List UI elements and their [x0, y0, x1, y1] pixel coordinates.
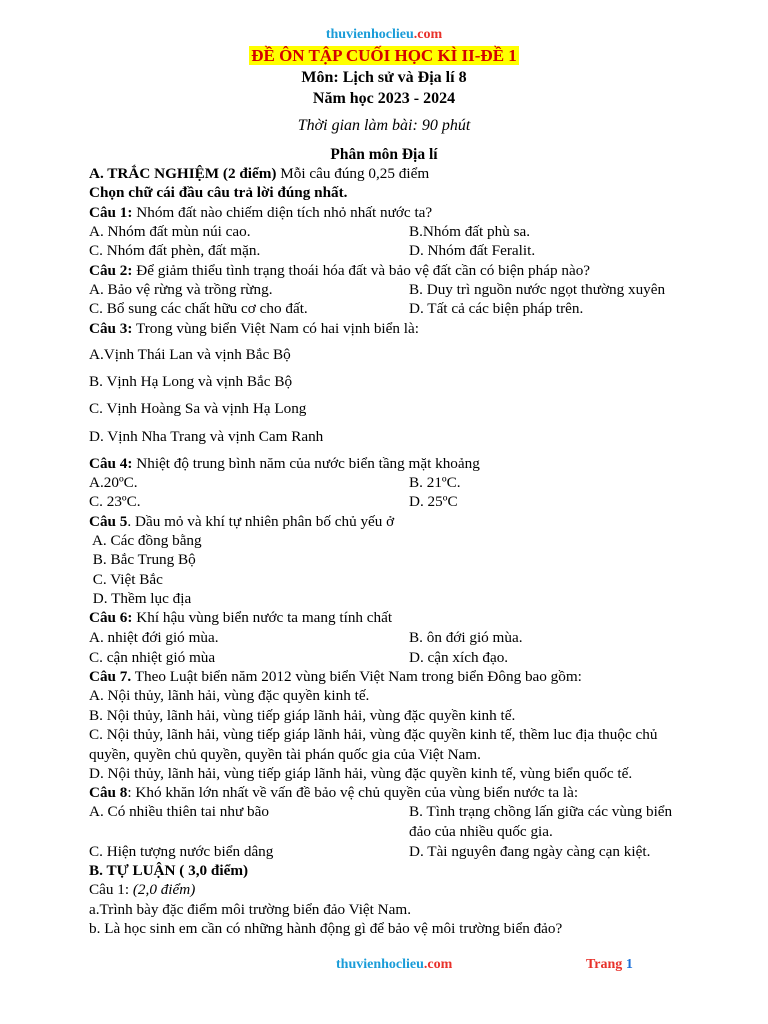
q1-option-d: D. Nhóm đất Feralit. — [409, 242, 536, 259]
question-text: : Khó khăn lớn nhất về vấn đề bảo vệ chủ quyền của vùng biển nước ta là: — [127, 784, 579, 801]
part-b-heading: B. TỰ LUẬN ( 3,0 điểm) — [89, 862, 249, 879]
header-site-name — [0, 27, 768, 43]
essay-question-1a: a.Trình bày đặc điểm môi trường biển đảo Việt Nam. — [89, 901, 411, 918]
question-label: Câu 6: — [89, 609, 133, 626]
q2-option-b: B. Duy trì nguồn nước ngọt thường xuyên — [409, 281, 666, 298]
question-label: Câu 4: — [89, 455, 133, 472]
q1-option-c: C. Nhóm đất phèn, đất mặn. — [89, 242, 261, 259]
question-6 — [89, 608, 392, 627]
question-5 — [89, 512, 394, 531]
q7-option-a: A. Nội thủy, lãnh hải, vùng đặc quyền kinh tế. — [89, 687, 370, 704]
q6-option-a: A. nhiệt đới gió mùa. — [89, 629, 219, 646]
site-name-part: thuvienhoclieu — [325, 27, 414, 42]
question-3 — [89, 319, 419, 338]
question-label: Câu 8 — [89, 784, 128, 801]
question-label: Câu 5 — [89, 513, 128, 530]
q8-option-b-line2: đảo của nhiều quốc gia. — [409, 823, 553, 840]
question-2 — [89, 261, 590, 280]
section-title: Phân môn Địa lí — [330, 146, 438, 163]
question-text: Trong vùng biển Việt Nam có hai vịnh biển là: — [132, 320, 419, 337]
q4-option-b: B. 21ºC. — [409, 474, 461, 491]
question-text: Nhiệt độ trung bình năm của nước biển tầng mặt khoảng — [132, 455, 480, 472]
question-4 — [89, 454, 480, 473]
part-a-instruction: Chọn chữ cái đầu câu trả lời đúng nhất. — [89, 184, 348, 201]
essay-question-1 — [89, 880, 195, 899]
subject-line: Môn: Lịch sử và Địa lí 8 — [301, 69, 467, 86]
site-domain-part: .com — [423, 957, 453, 972]
q6-option-c: C. cận nhiệt gió mùa — [89, 649, 216, 666]
q8-option-b-line1: B. Tình trạng chồng lấn giữa các vùng biển — [409, 803, 673, 820]
q7-option-c-line1: C. Nội thủy, lãnh hải, vùng tiếp giáp lãnh hải, vùng đặc quyền kinh tế, thềm luc địa thuộc chủ — [89, 726, 658, 743]
q8-option-d: D. Tài nguyên đang ngày càng cạn kiệt. — [409, 843, 651, 860]
q3-option-a: A.Vịnh Thái Lan và vịnh Bắc Bộ — [89, 346, 291, 363]
question-text: Để giảm thiểu tình trạng thoái hóa đất và bảo vệ đất cần có biện pháp nào? — [132, 262, 591, 279]
q4-option-a: A.20ºC. — [89, 474, 138, 491]
q5-option-d: D. Thềm lục địa — [89, 590, 192, 607]
q4-option-d: D. 25ºC — [409, 493, 458, 510]
q7-option-c-line2: quyền, quyền chủ quyền, quyền tài phán quốc gia của Việt Nam. — [89, 746, 481, 763]
q8-option-a: A. Có nhiều thiên tai như bão — [89, 803, 269, 820]
exam-title — [0, 46, 768, 66]
essay-question-1b: b. Là học sinh em cần có những hành động gì để bảo vệ môi trường biển đảo? — [89, 920, 563, 937]
question-label: Câu 2: — [89, 262, 133, 279]
q3-option-c: C. Vịnh Hoàng Sa và vịnh Hạ Long — [89, 400, 307, 417]
q7-option-d: D. Nội thủy, lãnh hải, vùng tiếp giáp lãnh hải, vùng đặc quyền kinh tế, vùng biển quốc tế. — [89, 765, 633, 782]
question-1 — [89, 203, 432, 222]
q6-option-b: B. ôn đới gió mùa. — [409, 629, 523, 646]
question-7 — [89, 667, 582, 686]
q2-option-a: A. Bảo vệ rừng và trồng rừng. — [89, 281, 273, 298]
q5-option-a: A. Các đồng bằng — [89, 532, 202, 549]
question-8 — [89, 783, 578, 802]
essay-question-label: Câu 1: — [89, 881, 133, 898]
site-domain-part: .com — [413, 27, 443, 42]
q1-option-b: B.Nhóm đất phù sa. — [409, 223, 531, 240]
question-text: Nhóm đất nào chiếm diện tích nhỏ nhất nước ta? — [132, 204, 433, 221]
question-label: Câu 1: — [89, 204, 133, 221]
question-text: . Dầu mỏ và khí tự nhiên phân bố chủ yếu ở — [127, 513, 395, 530]
q3-option-b: B. Vịnh Hạ Long và vịnh Bắc Bộ — [89, 373, 293, 390]
page-num: 1 — [625, 957, 633, 972]
q5-option-c: C. Việt Bắc — [89, 571, 163, 588]
question-label: Câu 7. — [89, 668, 132, 685]
q2-option-c: C. Bổ sung các chất hữu cơ cho đất. — [89, 300, 308, 317]
q3-option-d: D. Vịnh Nha Trang và vịnh Cam Ranh — [89, 428, 324, 445]
q4-option-c: C. 23ºC. — [89, 493, 141, 510]
essay-question-points: (2,0 điểm) — [132, 881, 196, 898]
page-label: Trang — [586, 957, 626, 972]
footer-site-name — [336, 957, 452, 973]
question-label: Câu 3: — [89, 320, 133, 337]
q7-option-b: B. Nội thủy, lãnh hải, vùng tiếp giáp lãnh hải, vùng đặc quyền kinh tế. — [89, 707, 516, 724]
question-text: Theo Luật biển năm 2012 vùng biển Việt Nam trong biển Đông bao gồm: — [131, 668, 582, 685]
page-number — [586, 957, 633, 973]
part-a-heading-rest: Mỗi câu đúng 0,25 điểm — [276, 165, 430, 182]
q8-option-c: C. Hiện tượng nước biển dâng — [89, 843, 274, 860]
part-a-heading — [89, 164, 429, 183]
q6-option-d: D. cận xích đạo. — [409, 649, 509, 666]
q5-option-b: B. Bắc Trung Bộ — [89, 551, 196, 568]
question-text: Khí hậu vùng biển nước ta mang tính chất — [132, 609, 393, 626]
q1-option-a: A. Nhóm đất mùn núi cao. — [89, 223, 251, 240]
school-year-line: Năm học 2023 - 2024 — [312, 90, 456, 107]
exam-title-text: ĐỀ ÔN TẬP CUỐI HỌC KÌ II-ĐỀ 1 — [251, 46, 517, 65]
q2-option-d: D. Tất cả các biện pháp trên. — [409, 300, 584, 317]
time-limit-line: Thời gian làm bài: 90 phút — [297, 117, 471, 134]
site-name-part: thuvienhoclieu — [336, 957, 424, 972]
part-a-heading-bold: A. TRẮC NGHIỆM (2 điểm) — [89, 165, 277, 182]
